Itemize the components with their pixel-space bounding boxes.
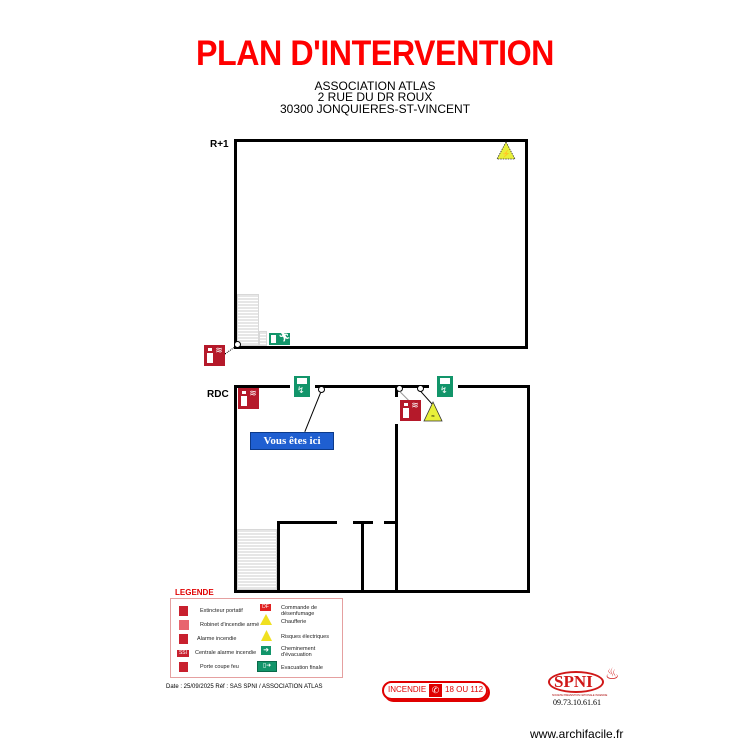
legend-label: Chaufferie	[281, 619, 307, 625]
wall	[384, 521, 396, 524]
evacuation-arrow-icon: ➜	[261, 646, 271, 655]
fire-door-icon	[179, 662, 188, 672]
electrical-risk-icon	[496, 141, 516, 160]
watermark[interactable]: www.archifacile.fr	[530, 727, 624, 741]
legend-label: Evacuation finale	[281, 665, 323, 671]
svg-text:⚡: ⚡	[501, 151, 511, 158]
company-tagline: SOCIETE PREVENTION NATIONALE INCENDIE	[552, 694, 608, 697]
electrical-risk-icon	[261, 630, 272, 641]
phone-icon: ✆	[429, 684, 442, 697]
floor-label-r1: R+1	[210, 139, 229, 150]
legend-label: Robinet d'incendie armé	[200, 622, 260, 628]
legend-title: LEGENDE	[175, 588, 214, 597]
address-line-1: ASSOCIATION ATLAS	[314, 79, 436, 93]
extinguisher-icon: ≋	[204, 345, 225, 366]
stairs	[237, 294, 259, 346]
wall	[277, 521, 280, 592]
fire-label: INCENDIE	[388, 685, 427, 694]
legend-label: Alarme incendie	[197, 636, 237, 642]
emergency-exit-icon	[294, 376, 310, 397]
wall	[315, 385, 429, 388]
fire-numbers: 18 OU 112	[445, 685, 484, 694]
stairs	[237, 529, 277, 590]
company-name: SPNI	[554, 672, 593, 691]
wall	[234, 139, 528, 142]
wall	[525, 139, 528, 349]
you-are-here-label: Vous êtes ici	[250, 432, 334, 450]
running-man-glyph: ↯	[440, 385, 448, 395]
final-exit-icon: ▯➜	[257, 661, 277, 672]
address-line-3: 30300 JONQUIERES-ST-VINCENT	[279, 102, 471, 116]
extinguisher-icon	[179, 606, 188, 616]
flame-icon: ♨	[605, 666, 620, 683]
leader-line	[224, 346, 237, 356]
smoke-control-icon: DF	[260, 604, 271, 611]
legend-box	[170, 598, 343, 678]
legend-label: Risques électriques	[281, 634, 329, 640]
ssi-icon: SSI	[178, 650, 188, 656]
emergency-exit-icon	[437, 376, 453, 397]
extinguisher-icon: ≋	[238, 388, 259, 409]
running-man-glyph: 🏃︎	[278, 332, 291, 343]
company-logo	[548, 666, 620, 708]
leader-line	[304, 393, 321, 432]
door-glyph	[271, 335, 276, 343]
fire-alarm-icon	[179, 634, 188, 644]
legend-label: Commande de désenfumage	[281, 605, 318, 617]
boiler-warning-icon	[423, 401, 443, 422]
legend-label: Extincteur portatif	[200, 608, 243, 614]
date-reference: Date : 25/09/2025 Réf : SAS SPNI / ASSOCIATION ATLAS	[166, 684, 323, 690]
stairs	[259, 331, 267, 346]
emergency-exit-icon	[269, 333, 290, 345]
fire-emergency-number	[382, 681, 488, 700]
page-title: PLAN D'INTERVENTION	[196, 34, 554, 73]
svg-text:≈: ≈	[431, 414, 435, 420]
wall	[458, 385, 530, 388]
running-man-glyph: ↯	[297, 385, 305, 395]
legend-label: Centrale alarme incendie	[195, 650, 257, 656]
wall	[234, 346, 528, 349]
wall	[395, 424, 398, 592]
address-line-2: 2 RUE DU DR ROUX	[317, 90, 433, 104]
wall	[361, 521, 364, 592]
company-phone: 09.73.10.61.61	[553, 698, 601, 707]
boiler-warning-icon	[260, 614, 272, 625]
extinguisher-icon: ≋	[400, 400, 421, 421]
wall	[277, 521, 337, 524]
fire-hose-icon	[179, 620, 189, 630]
legend-label: Cheminement d'évacuation	[281, 646, 316, 658]
floor-label-rdc: RDC	[207, 389, 229, 400]
wall	[527, 385, 530, 592]
legend-label: Porte coupe feu	[200, 664, 239, 670]
